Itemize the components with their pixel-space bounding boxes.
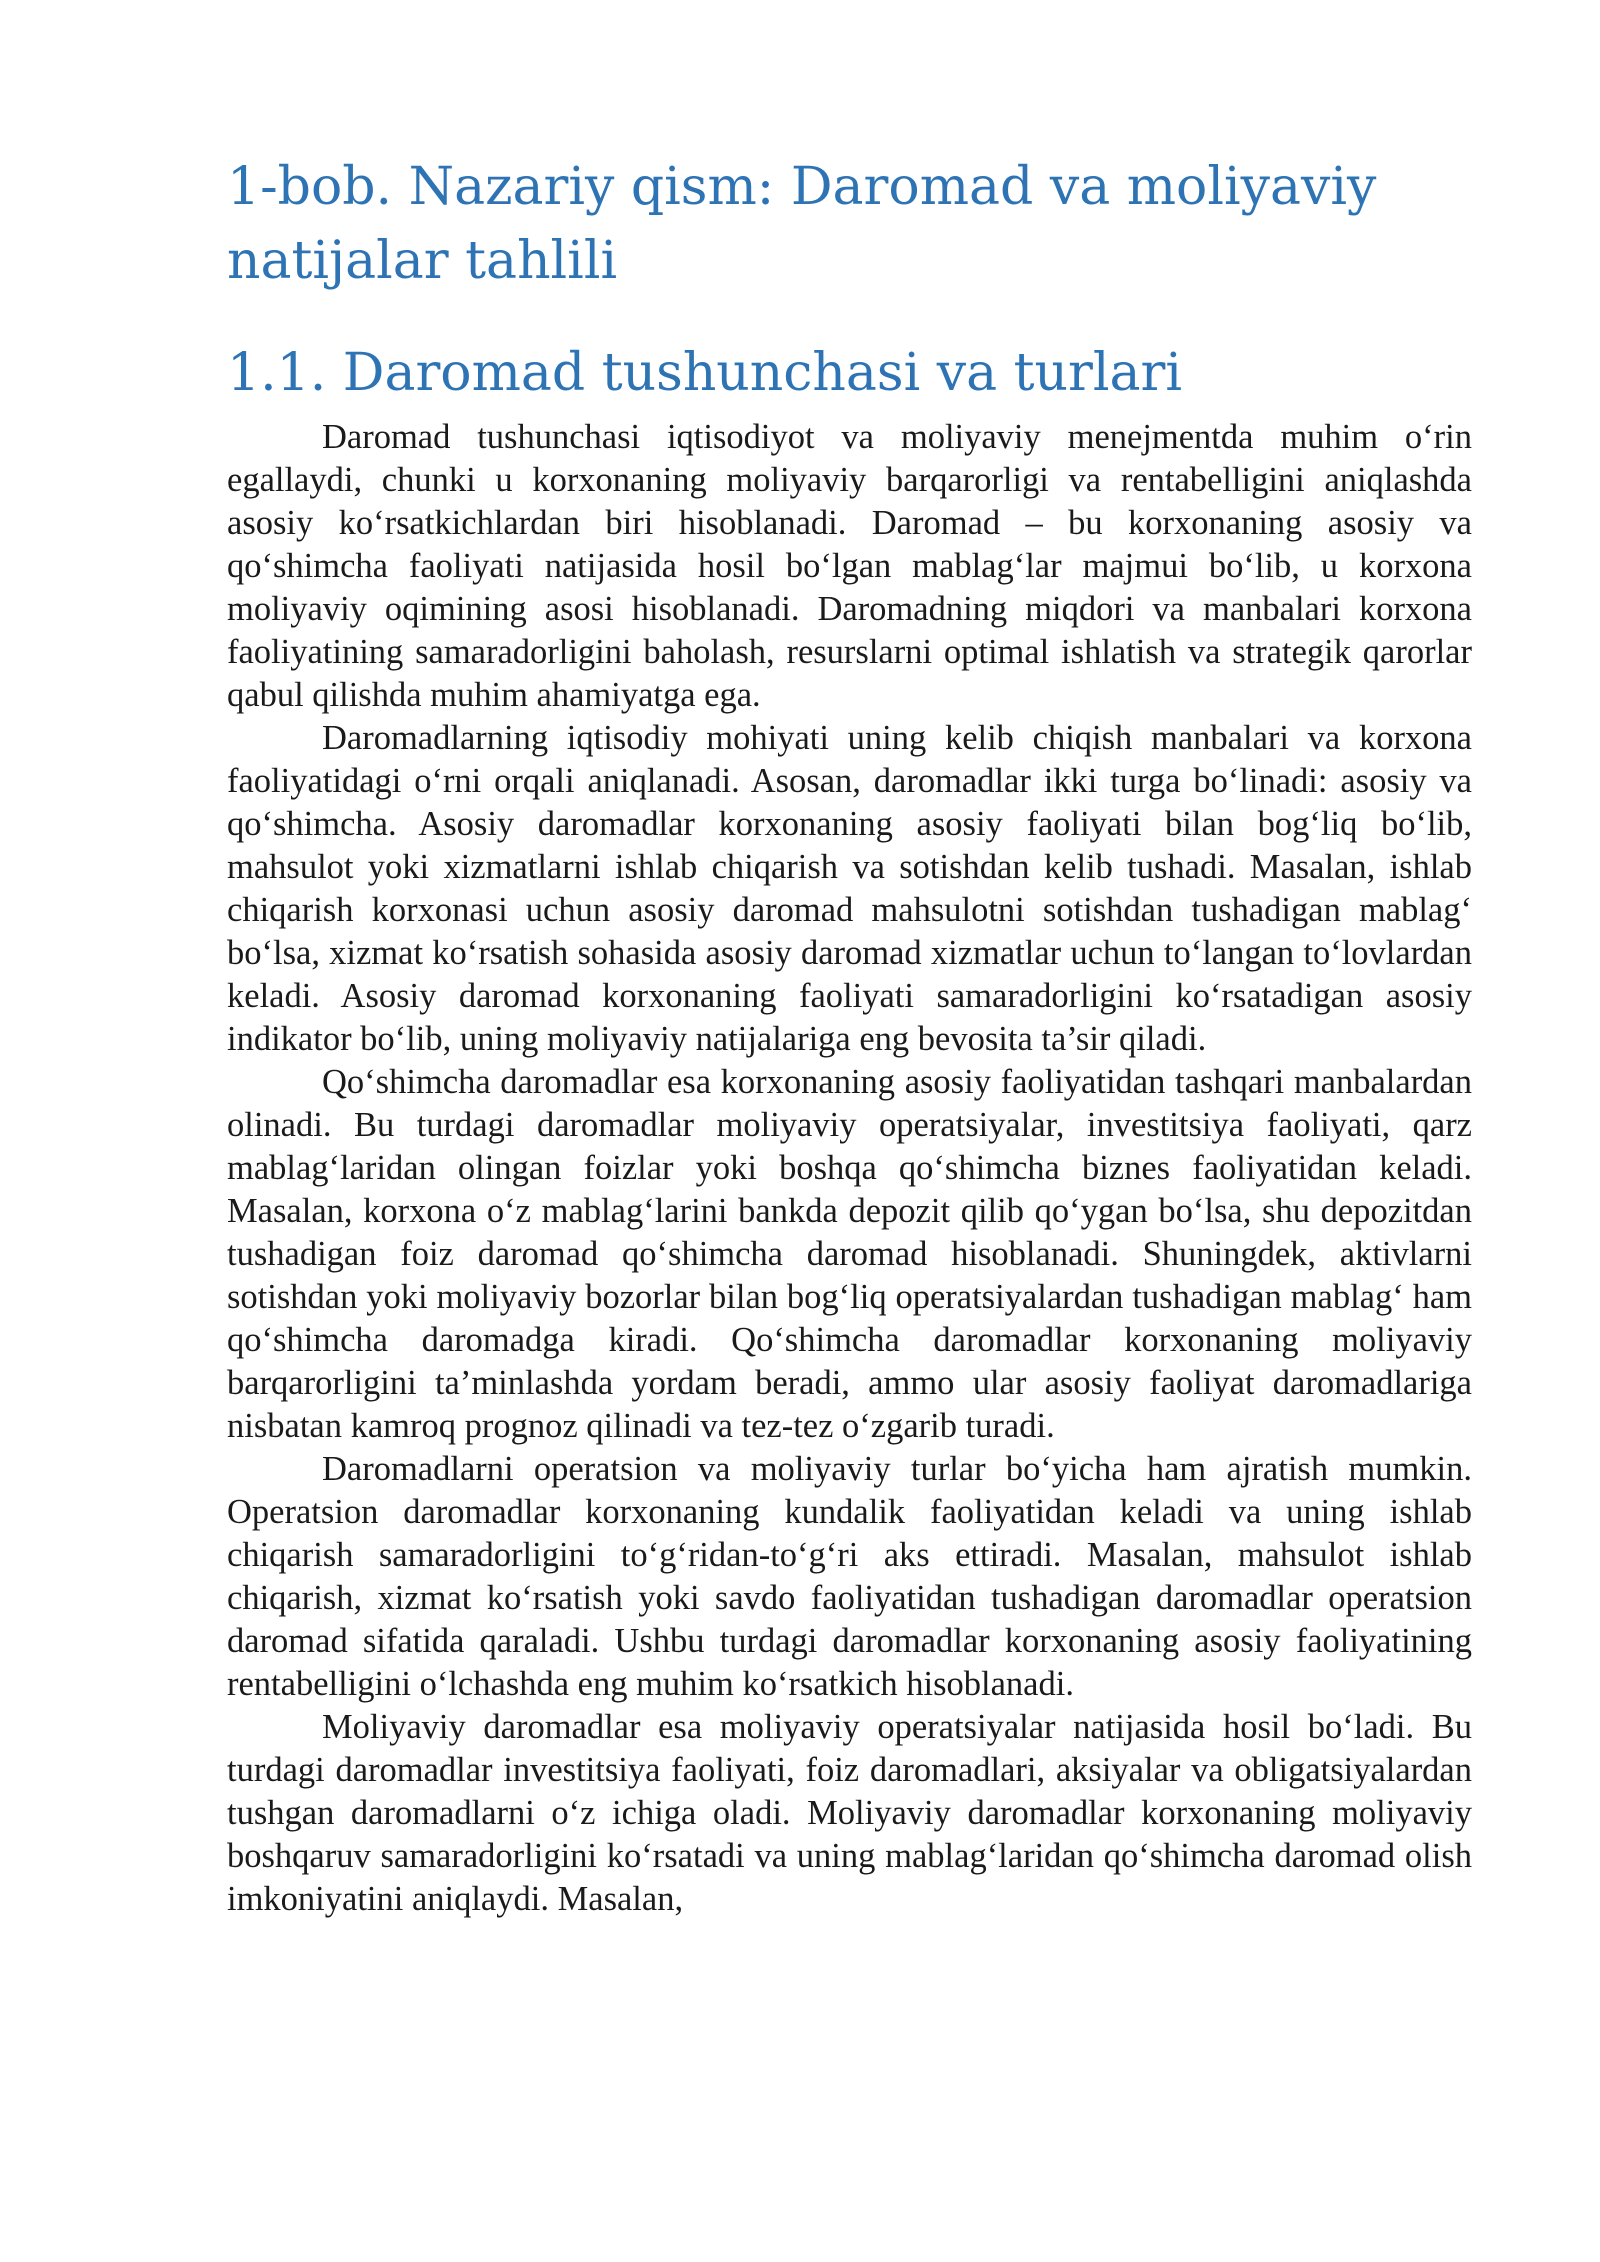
paragraph: Daromadlarni operatsion va moliyaviy turlar bo‘yicha ham ajratish mumkin. Operatsion daromadlar korxonaning kundalik faoliyatidan keladi va uning ishlab chiqarish samaradorligini to‘g‘ridan-to‘g‘ri aks ettiradi. Masalan, mahsulot ishlab chiqarish, xizmat ko‘rsatish yoki savdo faoliyatidan tushadigan daromadlar operatsion daromad sifatida qaraladi. Ushbu turdagi daromadlar korxonaning asosiy faoliyatining rentabelligini o‘lchashda eng muhim ko‘rsatkich hisoblanadi. <box>227 1450 1472 1703</box>
section-title: 1.1. Daromad tushunchasi va turlari <box>227 343 1183 403</box>
paragraph: Daromad tushunchasi iqtisodiyot va moliyaviy menejmentda muhim o‘rin egallaydi, chunki u korxonaning moliyaviy barqarorligi va rentabelligini aniqlashda asosiy ko‘rsatkichlardan biri hisoblanadi. Daromad – bu korxonaning asosiy va qo‘shimcha faoliyati natijasida hosil bo‘lgan mablag‘lar majmui bo‘lib, u korxona moliyaviy oqimining asosi hisoblanadi. Daromadning miqdori va manbalari korxona faoliyatining samaradorligini baholash, resurslarni optimal ishlatish va strategik qarorlar qabul qilishda muhim ahamiyatga ega. <box>227 418 1472 714</box>
document-page <box>227 150 1472 1921</box>
body-text <box>227 416 1472 1921</box>
chapter-title: 1-bob. Nazariy qism: Daromad va moliyaviy natijalar tahlili <box>227 157 1377 291</box>
paragraph: Moliyaviy daromadlar esa moliyaviy operatsiyalar natijasida hosil bo‘ladi. Bu turdagi daromadlar investitsiya faoliyati, foiz daromadlari, aksiyalar va obligatsiyalardan tushgan daromadlarni o‘z ichiga oladi. Moliyaviy daromadlar korxonaning moliyaviy boshqaruv samaradorligini ko‘rsatadi va uning mablag‘laridan qo‘shimcha daromad olish imkoniyatini aniqlaydi. Masalan, <box>227 1708 1472 1918</box>
paragraph: Qo‘shimcha daromadlar esa korxonaning asosiy faoliyatidan tashqari manbalardan olinadi. Bu turdagi daromadlar moliyaviy operatsiyalar, investitsiya faoliyati, qarz mablag‘laridan olingan foizlar yoki boshqa qo‘shimcha biznes faoliyatidan keladi. Masalan, korxona o‘z mablag‘larini bankda depozit qilib qo‘ygan bo‘lsa, shu depozitdan tushadigan foiz daromad qo‘shimcha daromad hisoblanadi. Shuningdek, aktivlarni sotishdan yoki moliyaviy bozorlar bilan bog‘liq operatsiyalardan tushadigan mablag‘ ham qo‘shimcha daromadga kiradi. Qo‘shimcha daromadlar korxonaning moliyaviy barqarorligini ta’minlashda yordam beradi, ammo ular asosiy faoliyat daromadlariga nisbatan kamroq prognoz qilinadi va tez-tez o‘zgarib turadi. <box>227 1063 1472 1445</box>
paragraph: Daromadlarning iqtisodiy mohiyati uning kelib chiqish manbalari va korxona faoliyatidagi o‘rni orqali aniqlanadi. Asosan, daromadlar ikki turga bo‘linadi: asosiy va qo‘shimcha. Asosiy daromadlar korxonaning asosiy faoliyati bilan bog‘liq bo‘lib, mahsulot yoki xizmatlarni ishlab chiqarish va sotishdan kelib tushadi. Masalan, ishlab chiqarish korxonasi uchun asosiy daromad mahsulotni sotishdan tushadigan mablag‘ bo‘lsa, xizmat ko‘rsatish sohasida asosiy daromad xizmatlar uchun to‘langan to‘lovlardan keladi. Asosiy daromad korxonaning faoliyati samaradorligini ko‘rsatadigan asosiy indikator bo‘lib, uning moliyaviy natijalariga eng bevosita ta’sir qiladi. <box>227 719 1472 1058</box>
